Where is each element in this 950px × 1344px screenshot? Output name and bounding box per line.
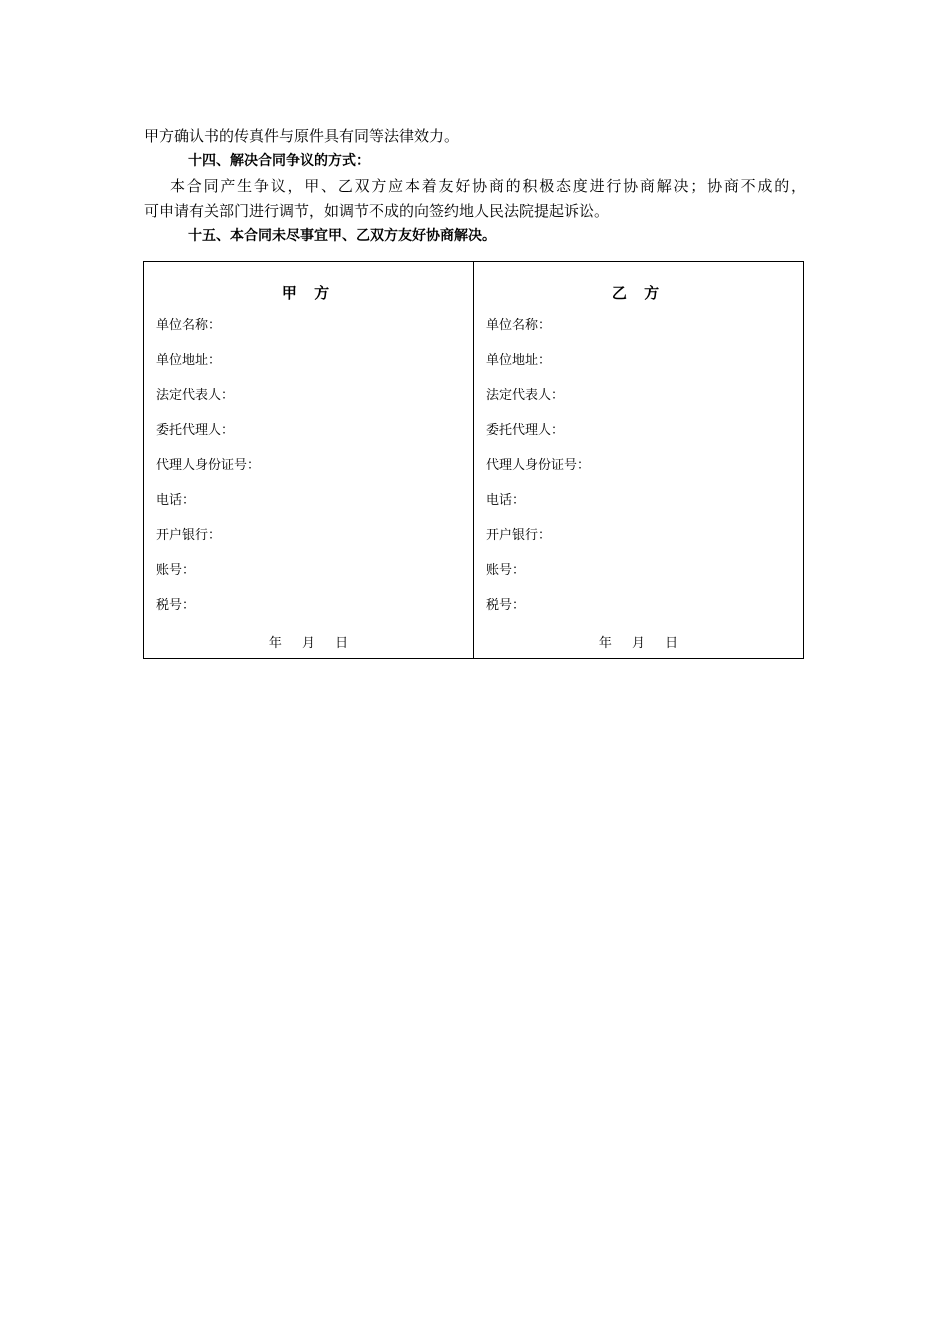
party-a-field-company-address: 单位地址： bbox=[156, 353, 222, 368]
party-b-title: 乙 方 bbox=[611, 284, 666, 302]
party-a-field-bank: 开户银行： bbox=[156, 528, 222, 543]
contract-text bbox=[144, 124, 806, 249]
party-a-field-legal-representative: 法定代表人： bbox=[156, 388, 235, 403]
fax-validity-line: 甲方确认书的传真件与原件具有同等法律效力。 bbox=[144, 127, 460, 145]
section-14-body-line1: 本合同产生争议，甲、乙双方应本着友好协商的积极态度进行协商解决；协商不成的， bbox=[170, 177, 806, 195]
party-b-field-bank: 开户银行： bbox=[486, 528, 552, 543]
section-14-body-line2: 可申请有关部门进行调节，如调节不成的向签约地人民法院提起诉讼。 bbox=[144, 202, 610, 220]
party-a-field-agent-id: 代理人身份证号： bbox=[156, 458, 261, 473]
party-b-field-agent-id: 代理人身份证号： bbox=[486, 458, 591, 473]
party-b-field-legal-representative: 法定代表人： bbox=[486, 388, 565, 403]
party-a-date: 年 月 日 bbox=[268, 636, 349, 651]
party-b-column bbox=[473, 262, 803, 658]
party-a-field-account: 账号： bbox=[156, 563, 196, 578]
party-b-field-phone: 电话： bbox=[486, 493, 526, 508]
party-a-field-company-name: 单位名称： bbox=[156, 318, 222, 333]
party-b-field-authorized-agent: 委托代理人： bbox=[486, 423, 565, 438]
party-b-date: 年 月 日 bbox=[598, 636, 679, 651]
section-15-title: 十五、本合同未尽事宜甲、乙双方友好协商解决。 bbox=[188, 228, 496, 244]
party-a-column bbox=[144, 262, 473, 658]
section-14-title: 十四、解决合同争议的方式： bbox=[188, 153, 370, 169]
signature-table bbox=[143, 261, 804, 659]
party-a-field-phone: 电话： bbox=[156, 493, 196, 508]
party-a-title: 甲 方 bbox=[281, 284, 336, 302]
party-b-fields bbox=[486, 316, 795, 631]
party-b-field-company-address: 单位地址： bbox=[486, 353, 552, 368]
party-a-fields bbox=[156, 316, 465, 631]
party-b-field-account: 账号： bbox=[486, 563, 526, 578]
party-a-field-tax-id: 税号： bbox=[156, 598, 196, 613]
party-b-field-company-name: 单位名称： bbox=[486, 318, 552, 333]
party-a-field-authorized-agent: 委托代理人： bbox=[156, 423, 235, 438]
party-b-field-tax-id: 税号： bbox=[486, 598, 526, 613]
